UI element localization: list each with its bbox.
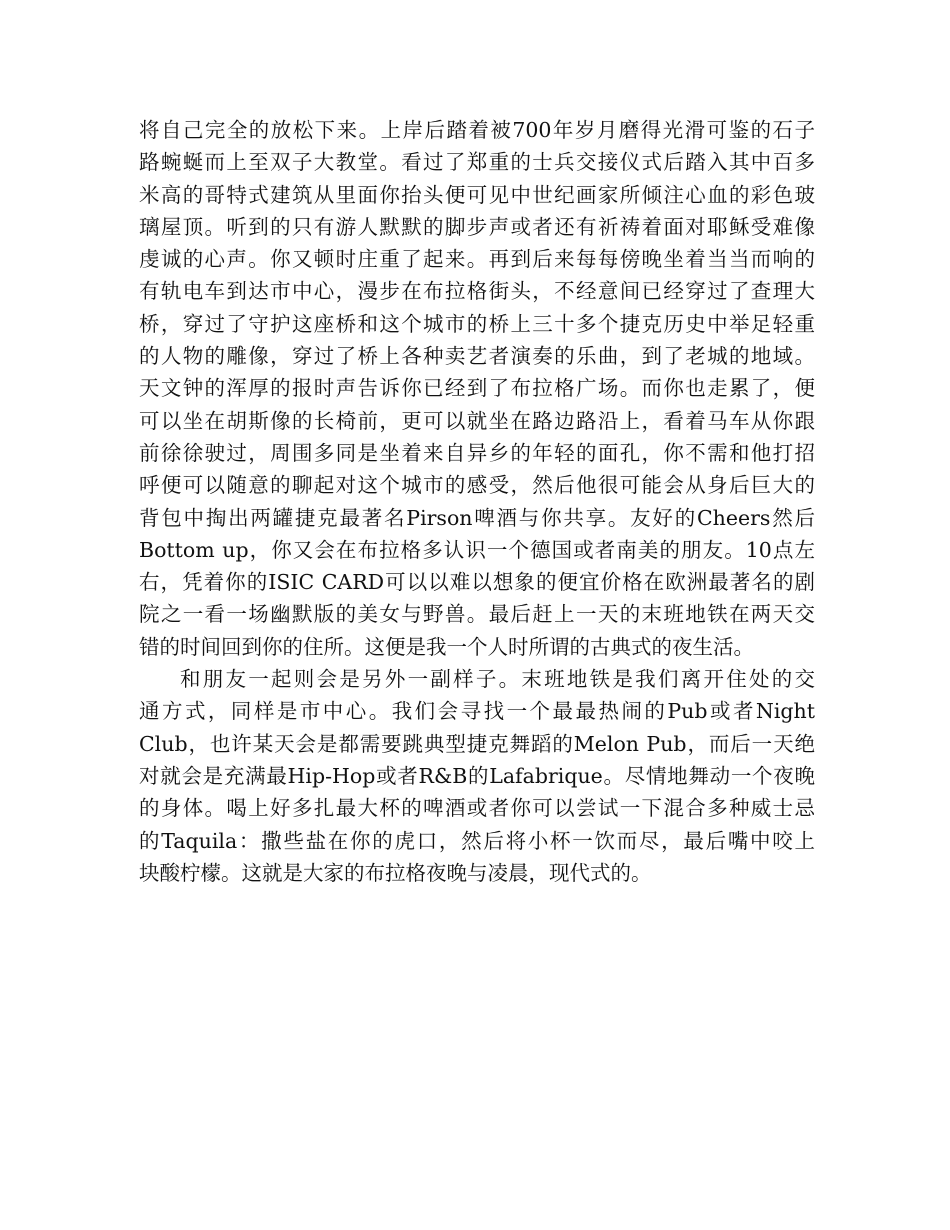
- text-line: 背包中掏出两罐捷克最著名Pirson啤酒与你共享。友好的Cheers然后: [139, 505, 815, 530]
- paragraph-2: [139, 663, 815, 889]
- text-line: 将自己完全的放松下来。上岸后踏着被700年岁月磨得光滑可鉴的石子: [139, 118, 815, 142]
- text-line: 呼便可以随意的聊起对这个城市的感受，然后他很可能会从身后巨大的: [139, 473, 815, 498]
- text-line: 的身体。喝上好多扎最大杯的啤酒或者你可以尝试一下混合多种威士忌: [139, 796, 815, 821]
- text-line: 有轨电车到达市中心，漫步在布拉格街头，不经意间已经穿过了查理大: [139, 279, 815, 304]
- text-line: 天文钟的浑厚的报时声告诉你已经到了布拉格广场。而你也走累了，便: [139, 376, 815, 401]
- text-line: 米高的哥特式建筑从里面你抬头便可见中世纪画家所倾注心血的彩色玻: [139, 182, 815, 207]
- text-line: 路蜿蜒而上至双子大教堂。看过了郑重的士兵交接仪式后踏入其中百多: [139, 150, 815, 175]
- paragraph-1: [139, 114, 815, 663]
- text-line: 通方式，同样是市中心。我们会寻找一个最最热闹的Pub或者Night: [139, 699, 815, 724]
- text-line: 右，凭着你的ISIC CARD可以以难以想象的便宜价格在欧洲最著名的剧: [139, 570, 815, 595]
- text-line: 璃屋顶。听到的只有游人默默的脚步声或者还有祈祷着面对耶稣受难像: [139, 214, 815, 239]
- text-line: 桥，穿过了守护这座桥和这个城市的桥上三十多个捷克历史中举足轻重: [139, 311, 815, 336]
- text-line: 的Taquila：撒些盐在你的虎口，然后将小杯一饮而尽，最后嘴中咬上: [139, 828, 815, 853]
- text-line: 前徐徐驶过，周围多同是坐着来自异乡的年轻的面孔，你不需和他打招: [139, 440, 815, 465]
- text-line: 块酸柠檬。这就是大家的布拉格夜晚与凌晨，现代式的。: [139, 860, 652, 885]
- text-line: 的人物的雕像，穿过了桥上各种卖艺者演奏的乐曲，到了老城的地域。: [139, 344, 815, 369]
- text-line: 虔诚的心声。你又顿时庄重了起来。再到后来每每傍晚坐着当当而响的: [139, 247, 815, 272]
- text-line: 错的时间回到你的住所。这便是我一个人时所谓的古典式的夜生活。: [139, 634, 754, 659]
- text-line: 可以坐在胡斯像的长椅前，更可以就坐在路边路沿上，看着马车从你跟: [139, 408, 815, 433]
- text-line: 院之一看一场幽默版的美女与野兽。最后赶上一天的末班地铁在两天交: [139, 602, 815, 627]
- text-line: 和朋友一起则会是另外一副样子。末班地铁是我们离开住处的交: [180, 667, 815, 692]
- text-line: 对就会是充满最Hip-Hop或者R&B的Lafabrique。尽情地舞动一个夜晚: [139, 763, 815, 788]
- document-body: [139, 114, 815, 889]
- text-line: Bottom up，你又会在布拉格多认识一个德国或者南美的朋友。10点左: [139, 537, 815, 562]
- text-line: Club，也许某天会是都需要跳典型捷克舞蹈的Melon Pub，而后一天绝: [139, 731, 815, 756]
